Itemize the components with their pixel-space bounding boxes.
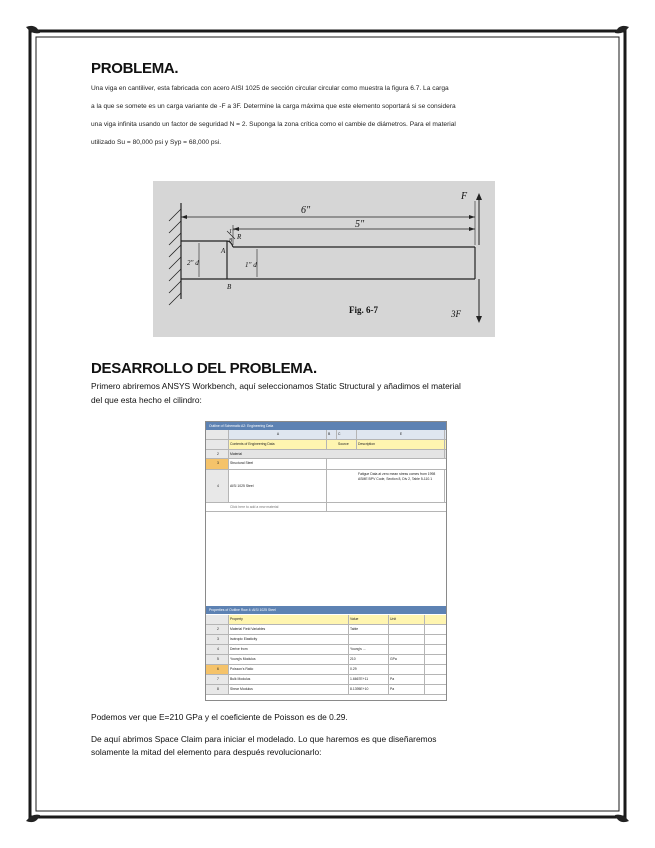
- property-value: Table: [348, 625, 389, 634]
- property-row[interactable]: [206, 675, 446, 685]
- problem-line: una viga infinita usando un factor de seguridad N = 2. Suponga la zona crítica como el cambie de diámetros. Para el material: [91, 121, 456, 128]
- property-name: Isotropic Elasticity: [228, 635, 349, 644]
- material-group[interactable]: Material: [228, 450, 445, 458]
- paragraph-space-claim: De aquí abrimos Space Claim para iniciar el modelado. Lo que haremos es que diseñaremos: [91, 733, 437, 744]
- property-name: Derive from: [228, 645, 349, 654]
- property-row[interactable]: [206, 665, 446, 675]
- paragraph-young-modulus: Podemos ver que E=210 GPa y el coeficiente de Poisson es de 0.29.: [91, 712, 348, 722]
- property-row[interactable]: [206, 655, 446, 665]
- property-unit: [388, 635, 425, 644]
- development-section: [91, 360, 561, 407]
- development-text: [91, 711, 561, 760]
- force-bottom: 3F: [451, 309, 461, 319]
- property-row-number: 8: [206, 685, 229, 694]
- property-row-number: 7: [206, 675, 229, 684]
- property-value: [348, 635, 389, 644]
- outline-title: Outline of Schematic A2: Engineering Data: [206, 422, 446, 430]
- unit-header: Unit: [388, 615, 425, 624]
- property-unit: Pa: [388, 675, 425, 684]
- diam-right-label: 1" d: [245, 261, 257, 269]
- contents-header: Contents of Engineering Data: [228, 440, 327, 449]
- property-row[interactable]: [206, 635, 446, 645]
- problem-statement: [91, 80, 561, 152]
- property-row-number: 2: [206, 625, 229, 634]
- value-header: Value: [348, 615, 389, 624]
- force-top: F: [461, 191, 468, 202]
- radius-den: 8: [229, 238, 232, 244]
- properties-title: Properties of Outline Row 4: AISI 1025 Steel: [206, 606, 447, 614]
- property-unit: GPa: [388, 655, 425, 664]
- dim-right-label: 5": [355, 219, 365, 230]
- source-header: Source: [336, 440, 357, 449]
- property-name: Poisson's Ratio: [228, 665, 349, 674]
- col-c: C: [336, 430, 357, 439]
- point-a: A: [221, 247, 226, 255]
- property-row-number: 6: [206, 665, 229, 674]
- material-row-aisi-1025[interactable]: AISI 1025 Steel: [228, 470, 327, 502]
- intro-line: Primero abriremos ANSYS Workbench, aquí seleccionamos Static Structural y añadimos el material: [91, 381, 461, 391]
- problem-line: a la que se somete es un carga variante de -F a 3F. Determine la carga máxima que este elemento soportará si se considera: [91, 103, 456, 110]
- figure-caption: Fig. 6-7: [349, 305, 378, 315]
- col-a: A: [228, 430, 327, 439]
- property-unit: Pa: [388, 685, 425, 694]
- intro-line: del que esta hecho el cilindro:: [91, 394, 202, 405]
- paragraph-space-claim: solamente la mitad del elemento para después revolucionarlo:: [91, 747, 322, 757]
- col-e: E: [356, 430, 445, 439]
- ansys-engineering-data-screenshot: Outline of Schematic A2: Engineering Data A B C E Contents of Engineering Data Source Description 2 Material 3 Structural Steel 4 AISI 1025 Steel Fatigue Data at zero mean stress comes from 1998 ASME BPV Code, Section 8, Div 2, Table 5-110.1 Click here to add a new material Properties of Outline Row 4: AISI 1025 Steel Property Value Unit 2 Material Field Variables Table 3 Isotropic Elasticity 4 Derive from Young's ... 5 Young's Modulus 210 GPa 6 Poisson's Ratio 0.29 7 Bulk Modulus 1.6667E+11 Pa 8 Shear Modulus 8.1395E+10 Pa: [205, 421, 447, 701]
- property-value: 8.1395E+10: [348, 685, 389, 694]
- problem-line: utilizado Su = 80,000 psi y Syp = 68,000 psi.: [91, 139, 222, 146]
- property-name: Young's Modulus: [228, 655, 349, 664]
- property-unit: [388, 645, 425, 654]
- radius-num: 1": [229, 229, 235, 235]
- property-value: 210: [348, 655, 389, 664]
- property-value: 1.6667E+11: [348, 675, 389, 684]
- radius-label: R: [237, 233, 242, 241]
- col-b: B: [326, 430, 337, 439]
- beam-figure: [153, 181, 495, 337]
- property-row[interactable]: [206, 685, 446, 695]
- property-row[interactable]: [206, 645, 446, 655]
- property-value: Young's ...: [348, 645, 389, 654]
- point-b: B: [227, 283, 232, 291]
- material-row-structural-steel[interactable]: Structural Steel: [228, 459, 327, 469]
- property-header: Property: [228, 615, 349, 624]
- property-row-number: 3: [206, 635, 229, 644]
- property-name: Material Field Variables: [228, 625, 349, 634]
- dim-total-label: 6": [301, 205, 311, 216]
- material-description: Fatigue Data at zero mean stress comes from 1998 ASME BPV Code, Section 8, Div 2, Table 5-110.1: [356, 470, 445, 502]
- property-value: 0.29: [348, 665, 389, 674]
- add-material-row[interactable]: Click here to add a new material: [228, 503, 327, 511]
- property-row[interactable]: [206, 625, 446, 635]
- property-row-number: 5: [206, 655, 229, 664]
- property-unit: [388, 625, 425, 634]
- property-unit: [388, 665, 425, 674]
- description-header: Description: [356, 440, 445, 449]
- problem-title: PROBLEMA.: [91, 60, 179, 77]
- problem-section: [91, 60, 561, 152]
- problem-line: Una viga en cantiliver, esta fabricada con acero AISI 1025 de sección circular circular como muestra la figura 6.7. La carga: [91, 85, 449, 92]
- property-row-number: 4: [206, 645, 229, 654]
- development-title: DESARROLLO DEL PROBLEMA.: [91, 360, 317, 377]
- diam-left-label: 2" d: [187, 259, 199, 267]
- property-name: Shear Modulus: [228, 685, 349, 694]
- property-name: Bulk Modulus: [228, 675, 349, 684]
